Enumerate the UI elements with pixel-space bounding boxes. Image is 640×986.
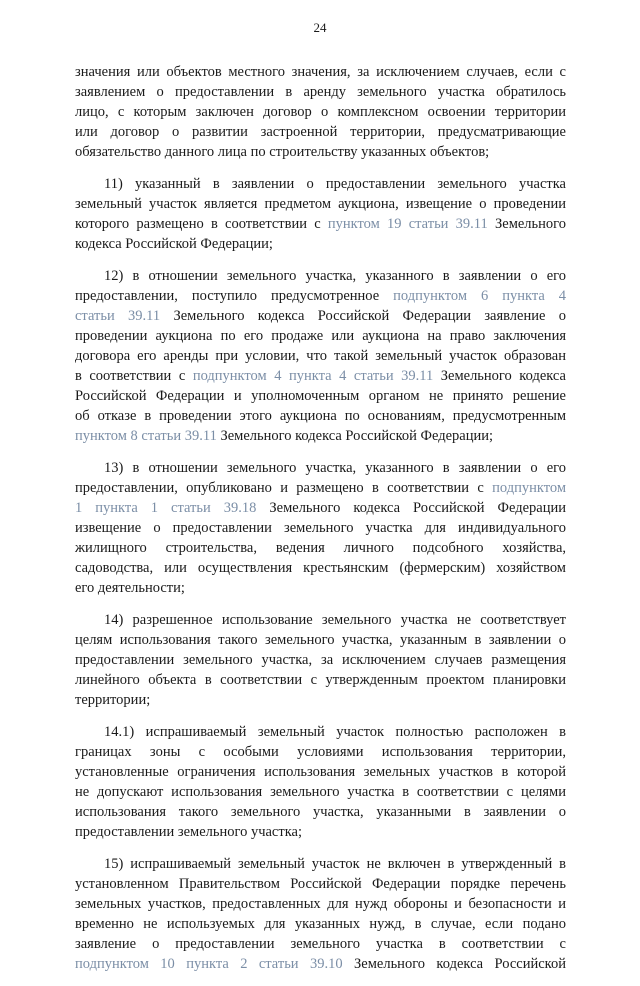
text-line: или договор о развитии застроенной территории, предусматривающие (75, 124, 566, 140)
text-line: предоставлении земельного участка; (75, 824, 302, 840)
text-fragment: Земельного кодекса Российской (342, 956, 566, 972)
text-line: 11) указанный в заявлении о предоставлении земельного участка (104, 176, 566, 192)
text-line: 14.1) испрашиваемый земельный участок полностью расположен в (104, 724, 566, 740)
text-line: территории; (75, 692, 151, 708)
text-line (75, 498, 566, 518)
text-fragment: которого размещено в соответствии с (75, 216, 328, 232)
paragraph (75, 610, 566, 710)
legal-reference-link[interactable]: подпунктом (492, 480, 566, 496)
document-body (75, 62, 566, 986)
text-line (75, 426, 566, 446)
text-line (75, 954, 566, 974)
text-line: 15) испрашиваемый земельный участок не включен в утвержденный в (104, 856, 566, 872)
paragraph (75, 458, 566, 598)
text-line: обязательство данного лица по строительству указанных объектов; (75, 144, 490, 160)
text-line: 14) разрешенное использование земельного участка не соответствует (104, 612, 566, 628)
text-line: значения или объектов местного значения, за исключением случаев, если с (75, 64, 566, 80)
text-line: договора его аренды при условии, что такой земельный участок образован (75, 348, 566, 364)
text-line (75, 286, 566, 306)
legal-reference-link[interactable]: подпунктом 4 пункта 4 статьи 39.11 (192, 368, 434, 384)
text-line: его деятельности; (75, 580, 185, 596)
text-line: границах зоны с особыми условиями использования территории, (75, 744, 566, 760)
paragraph (75, 722, 566, 842)
text-line (75, 306, 566, 326)
text-fragment: Земельного кодекса Российской Федерации; (216, 428, 494, 444)
text-fragment: Земельного кодекса (433, 368, 566, 384)
text-line: 12) в отношении земельного участка, указанного в заявлении о его (104, 268, 566, 284)
text-line: линейного объекта в соответствии с утвержденным проектом планировки (75, 672, 566, 688)
text-line: жилищного строительства, ведения личного подсобного хозяйства, (75, 540, 566, 556)
text-line (75, 478, 566, 498)
text-line: не допускают использования земельного участка в соответствии с целями (75, 784, 566, 800)
text-line: использования такого земельного участка, указанными в заявлении о (75, 804, 566, 820)
text-line: садоводства, или осуществления крестьянским (фермерским) хозяйством (75, 560, 566, 576)
text-line (75, 366, 566, 386)
legal-reference-link[interactable]: пунктом 8 статьи 39.11 (75, 428, 217, 444)
text-line: об отказе в проведении этого аукциона по основаниям, предусмотренным (75, 408, 566, 424)
paragraph (75, 854, 566, 974)
page-number: 24 (313, 20, 327, 35)
text-line: Российской Федерации и уполномоченным органом не принято решение (75, 388, 566, 404)
text-line: кодекса Российской Федерации; (75, 236, 273, 252)
text-fragment: Земельного кодекса Российской Федерации (256, 500, 566, 516)
legal-reference-link[interactable]: статьи 39.11 (75, 308, 161, 324)
text-line: извещение о предоставлении земельного участка для индивидуального (75, 520, 566, 536)
text-line: лицо, с которым заключен договор о комплексном освоении территории (75, 104, 566, 120)
text-fragment: Земельного кодекса Российской Федерации заявление о (160, 308, 566, 324)
text-fragment: Земельного (487, 216, 566, 232)
text-fragment: предоставлении, поступило предусмотренное (75, 288, 394, 304)
text-line: временно не используемых для указанных нужд, в случае, если подано (75, 916, 566, 932)
legal-reference-link[interactable]: подпунктом 6 пункта 4 (393, 288, 566, 304)
text-line: 13) в отношении земельного участка, указанного в заявлении о его (104, 460, 566, 476)
text-line: установленные ограничения использования земельных участков в которой (75, 764, 566, 780)
text-line: земельный участок является предметом аукциона, извещение о проведении (75, 196, 566, 212)
text-line: проведении аукциона по его продаже или аукциона на право заключения (75, 328, 566, 344)
text-line: заявлением о предоставлении в аренду земельного участка обратилось (75, 84, 566, 100)
text-line: заявление о предоставлении земельного участка в соответствии с (75, 936, 566, 952)
paragraph (75, 174, 566, 254)
legal-reference-link[interactable]: подпунктом 10 пункта 2 статьи 39.10 (75, 956, 343, 972)
legal-reference-link[interactable]: 1 пункта 1 статьи 39.18 (75, 500, 257, 516)
text-line: предоставлении земельного участка, за исключением случаев размещения (75, 652, 566, 668)
paragraph (75, 62, 566, 162)
text-line: земельных участков, предоставленных для нужд обороны и безопасности и (75, 896, 566, 912)
text-line: установленном Правительством Российской Федерации порядке перечень (75, 876, 566, 892)
paragraph (75, 266, 566, 446)
text-line: целям использования такого земельного участка, указанным в заявлении о (75, 632, 566, 648)
text-fragment: в соответствии с (75, 368, 193, 384)
legal-reference-link[interactable]: пунктом 19 статьи 39.11 (327, 216, 488, 232)
text-line (75, 214, 566, 234)
text-fragment: предоставлении, опубликовано и размещено в соответствии с (75, 480, 493, 496)
